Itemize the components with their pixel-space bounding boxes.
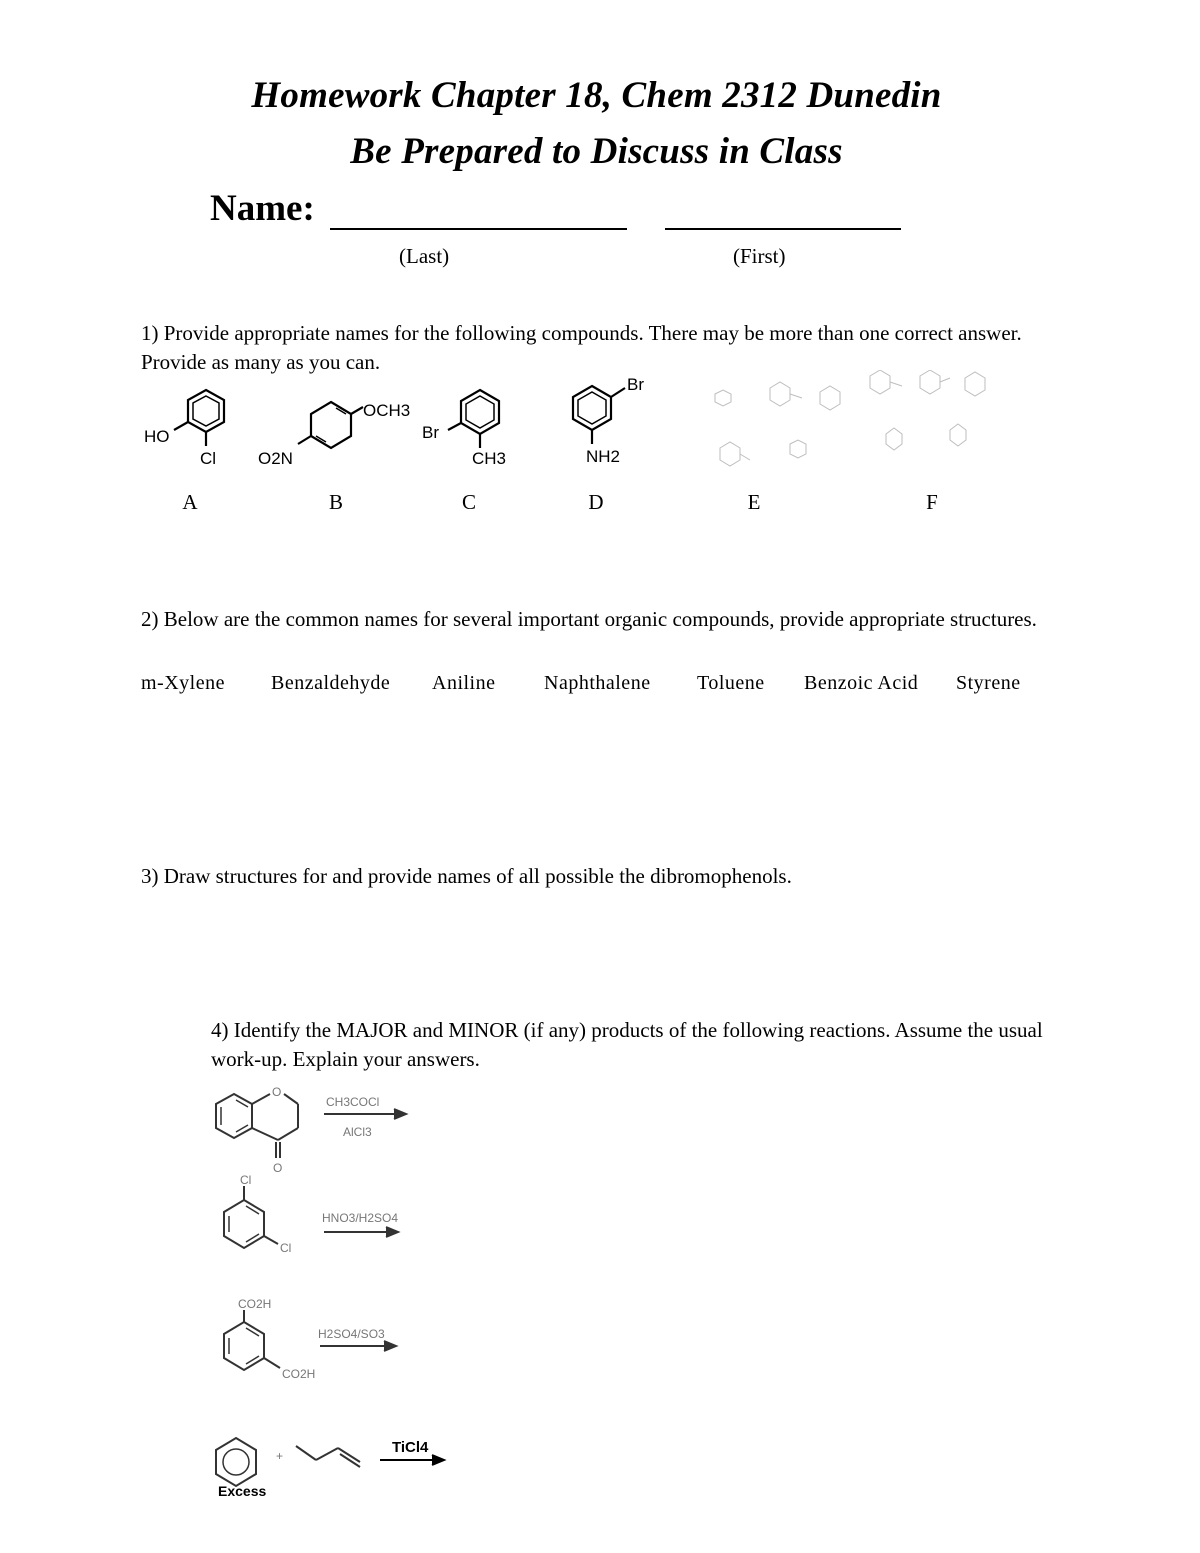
last-name-line[interactable] [330, 228, 627, 230]
a-ho-label: HO [144, 427, 170, 446]
r1-reagent-bottom: AlCl3 [343, 1125, 372, 1139]
r2-cl-top: Cl [240, 1173, 252, 1187]
r3-reagent: H2SO4/SO3 [318, 1327, 385, 1341]
c-br-label: Br [422, 423, 439, 442]
c-ch3-label: CH3 [472, 449, 507, 468]
r3-co2h-top: CO2H [238, 1297, 272, 1311]
last-caption: (Last) [399, 244, 450, 268]
compound-d-ring [573, 386, 625, 444]
question-3-text: 3) Draw structures for and provide names of all possible the dibromophenols. [141, 864, 792, 888]
r1-reagent-top: CH3COCl [326, 1095, 380, 1109]
q4-reactions [200, 1080, 480, 1500]
a-cl-label: Cl [200, 449, 217, 468]
label-a: A [182, 490, 198, 514]
r3-co2h-bottom: CO2H [282, 1367, 316, 1381]
common-name-styrene: Styrene [956, 672, 1021, 694]
b-o2n-label: O2N [258, 449, 293, 468]
label-e: E [747, 490, 761, 514]
label-d: D [588, 490, 604, 514]
name-label: Name: [210, 188, 315, 229]
r1-ring-o: O [272, 1085, 282, 1099]
b-och3-label: OCH3 [363, 401, 411, 420]
q1-structures [130, 370, 1030, 490]
compound-f-sketch [870, 370, 985, 450]
common-name-m-xylene: m-Xylene [141, 672, 225, 694]
label-b: B [328, 490, 343, 514]
common-name-naphthalene: Naphthalene [544, 672, 651, 694]
r2-cl-bottom: Cl [280, 1241, 292, 1255]
question-1-text: 1) Provide appropriate names for the following compounds. There may be more than one correct answer. Provide as many as you can. [141, 321, 1022, 374]
label-c: C [461, 490, 476, 514]
r2-benzene-ring [224, 1200, 264, 1248]
label-f: F [926, 490, 938, 514]
d-br-label: Br [627, 375, 644, 394]
compound-a-ring [174, 390, 224, 446]
r3-benzene-ring [224, 1322, 264, 1370]
common-name-toluene: Toluene [697, 672, 765, 694]
r4-excess: Excess [218, 1483, 267, 1499]
compound-b-ring [298, 402, 363, 448]
r2-reagent: HNO3/H2SO4 [322, 1211, 399, 1225]
common-name-benzoic-acid: Benzoic Acid [804, 672, 919, 694]
common-name-aniline: Aniline [432, 672, 496, 694]
question-4-text: 4) Identify the MAJOR and MINOR (if any) products of the following reactions. Assume the usual work-up. Explain your answers. [211, 1018, 1043, 1071]
r4-benzene-ring [216, 1438, 256, 1486]
first-name-line[interactable] [665, 228, 901, 230]
compound-c-ring [448, 390, 499, 448]
r1-ketone-o: O [273, 1161, 283, 1175]
first-caption: (First) [733, 244, 786, 268]
page-title: Homework Chapter 18, Chem 2312 Dunedin [251, 75, 942, 116]
d-nh2-label: NH2 [586, 447, 621, 466]
page-subtitle: Be Prepared to Discuss in Class [350, 131, 843, 172]
question-2-text: 2) Below are the common names for several important organic compounds, provide appropriate structures. [141, 607, 1037, 631]
r4-reagent: TiCl4 [392, 1439, 429, 1456]
compound-e-sketch [715, 382, 840, 466]
common-name-benzaldehyde: Benzaldehyde [271, 672, 391, 694]
r4-plus: + [276, 1449, 284, 1463]
